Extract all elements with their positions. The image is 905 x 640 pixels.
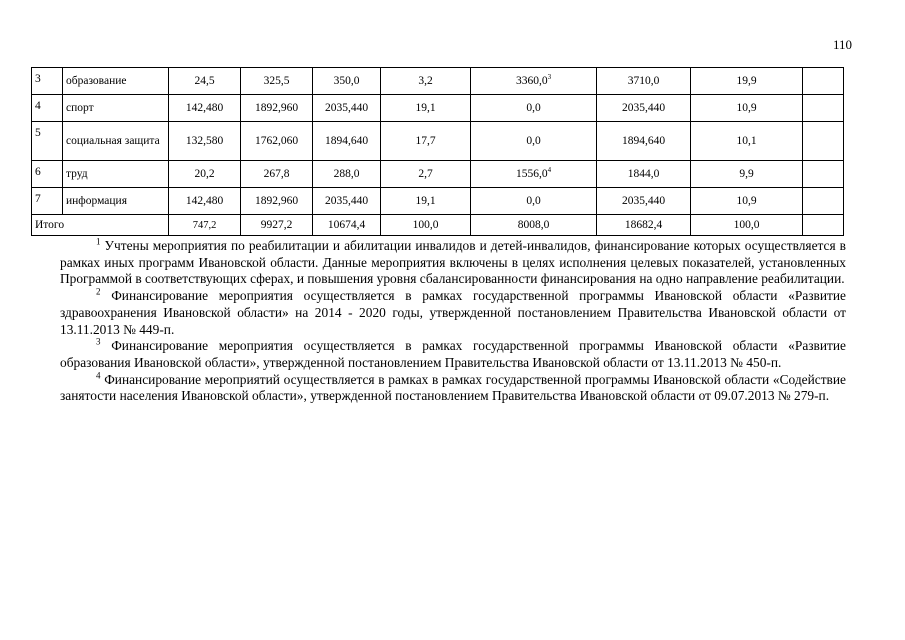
cell-value: 1762,060: [254, 134, 299, 147]
cell-value: 9,9: [739, 167, 754, 180]
cell-value: 2035,440: [621, 194, 666, 207]
cell-value: 24,5: [194, 74, 215, 87]
table-cell: [169, 161, 241, 188]
cell-value: 142,480: [185, 101, 224, 114]
footnote-ref: 4: [547, 165, 552, 174]
table-cell: [803, 68, 844, 95]
cell-value: 142,480: [185, 194, 224, 207]
row-name: труд: [63, 161, 169, 188]
page-number: 110: [832, 37, 852, 52]
row-name: спорт: [63, 95, 169, 122]
table-row: [32, 122, 844, 161]
cell-value: 0,0: [526, 134, 541, 147]
footnote-mark: 4: [96, 370, 101, 381]
table-cell: [241, 161, 313, 188]
cell-value: 3360,0: [515, 74, 548, 87]
cell-value: 2035,440: [324, 101, 369, 114]
cell-value: 1892,960: [254, 194, 299, 207]
footnote-text: Финансирование мероприятия осуществляется в рамках государственной программы Ивановской области «Развитие здравоохранения Ивановской области» на 2014 - 2020 годы, утвержденной постановлением Правительства Ивановской области от 13.11.2013 № 449-п.: [60, 288, 846, 337]
table-cell: [313, 161, 381, 188]
footnote-ref: 3: [547, 72, 552, 81]
footnote-mark: 2: [96, 286, 101, 297]
footnote: [60, 238, 846, 288]
footnote: [60, 288, 846, 338]
table-cell: [471, 161, 597, 188]
cell-value: 1844,0: [627, 167, 660, 180]
table-row: [32, 68, 844, 95]
row-number: 5: [32, 122, 63, 161]
footnote-text: Финансирование мероприятий осуществляется в рамках в рамках государственной программы Ивановской области «Содействие занятости населения Ивановской области», утвержденной постановлением Правительства Ивановской области от 09.07.2013 № 279-п.: [60, 371, 846, 404]
cell-value: 1892,960: [254, 101, 299, 114]
total-cell: 8008,0: [471, 215, 597, 236]
table-cell: [803, 188, 844, 215]
table-cell: [597, 68, 691, 95]
cell-value: 20,2: [194, 167, 215, 180]
footnote-mark: 1: [96, 236, 101, 247]
total-cell: 18682,4: [597, 215, 691, 236]
table-cell: [691, 95, 803, 122]
table-cell: [169, 68, 241, 95]
row-number: 3: [32, 68, 63, 95]
cell-value: 325,5: [263, 74, 290, 87]
total-cell: 100,0: [381, 215, 471, 236]
footnote: [60, 372, 846, 405]
row-number: 7: [32, 188, 63, 215]
cell-value: 1556,0: [515, 167, 548, 180]
cell-value: 2,7: [418, 167, 433, 180]
total-cell: 9927,2: [241, 215, 313, 236]
table-cell: [381, 161, 471, 188]
table-cell: [471, 68, 597, 95]
table-cell: [691, 188, 803, 215]
cell-value: 267,8: [263, 167, 290, 180]
footnote-text: Финансирование мероприятия осуществляется в рамках государственной программы Ивановской области «Развитие образования Ивановской области», утвержденной постановлением Правительства Ивановской области от 13.11.2013 № 450-п.: [60, 338, 846, 370]
table-cell: [597, 122, 691, 161]
table-cell: [381, 68, 471, 95]
table-cell: [471, 122, 597, 161]
cell-value: 10,9: [736, 194, 757, 207]
table-cell: [241, 95, 313, 122]
table-cell: [803, 161, 844, 188]
table-cell: [169, 122, 241, 161]
total-label: Итого: [32, 215, 169, 236]
cell-value: 10,9: [736, 101, 757, 114]
total-cell: 747,2: [169, 215, 241, 236]
footnotes: [60, 238, 846, 405]
total-cell: [803, 215, 844, 236]
cell-value: 19,1: [415, 194, 436, 207]
table-cell: [381, 95, 471, 122]
cell-value: 3710,0: [627, 74, 660, 87]
table-cell: [313, 95, 381, 122]
budget-table: [31, 67, 844, 236]
row-name: информация: [63, 188, 169, 215]
table-cell: [597, 95, 691, 122]
cell-value: 1894,640: [324, 134, 369, 147]
cell-value: 10,1: [736, 134, 757, 147]
table-cell: [241, 188, 313, 215]
row-number: 6: [32, 161, 63, 188]
cell-value: 2035,440: [324, 194, 369, 207]
table-cell: [169, 95, 241, 122]
table-cell: [381, 188, 471, 215]
table-row: [32, 188, 844, 215]
table-cell: [313, 188, 381, 215]
table-cell: [597, 188, 691, 215]
table-cell: [313, 122, 381, 161]
cell-value: 288,0: [333, 167, 360, 180]
table-cell: [803, 122, 844, 161]
total-cell: 100,0: [691, 215, 803, 236]
cell-value: 19,9: [736, 74, 757, 87]
footnote-mark: 3: [96, 336, 101, 347]
table-cell: [169, 188, 241, 215]
row-name: социальная защита: [63, 122, 169, 161]
table-row: [32, 95, 844, 122]
table-cell: [241, 122, 313, 161]
table-cell: [471, 95, 597, 122]
total-cell: 10674,4: [313, 215, 381, 236]
cell-value: 0,0: [526, 101, 541, 114]
cell-value: 0,0: [526, 194, 541, 207]
table-cell: [471, 188, 597, 215]
cell-value: 17,7: [415, 134, 436, 147]
cell-value: 19,1: [415, 101, 436, 114]
table-body: [32, 68, 844, 236]
footnote: [60, 338, 846, 371]
row-name: образование: [63, 68, 169, 95]
total-row: [32, 215, 844, 236]
table-cell: [691, 122, 803, 161]
cell-value: 1894,640: [621, 134, 666, 147]
cell-value: 132,580: [185, 134, 224, 147]
table-cell: [803, 95, 844, 122]
cell-value: 3,2: [418, 74, 433, 87]
row-number: 4: [32, 95, 63, 122]
table-cell: [691, 68, 803, 95]
table-cell: [381, 122, 471, 161]
table-cell: [241, 68, 313, 95]
table-cell: [691, 161, 803, 188]
table-cell: [313, 68, 381, 95]
table-cell: [597, 161, 691, 188]
table-row: [32, 161, 844, 188]
cell-value: 2035,440: [621, 101, 666, 114]
footnote-text: Учтены мероприятия по реабилитации и абилитации инвалидов и детей-инвалидов, финансирование которых осуществляется в рамках иных программ Ивановской области. Данные мероприятия включены в целях исполнения целевых показателей, установленных Программой в соответствующих сферах, и повышения уровня сбалансированности финансирования на одно направление реабилитации.: [60, 238, 846, 287]
cell-value: 350,0: [333, 74, 360, 87]
